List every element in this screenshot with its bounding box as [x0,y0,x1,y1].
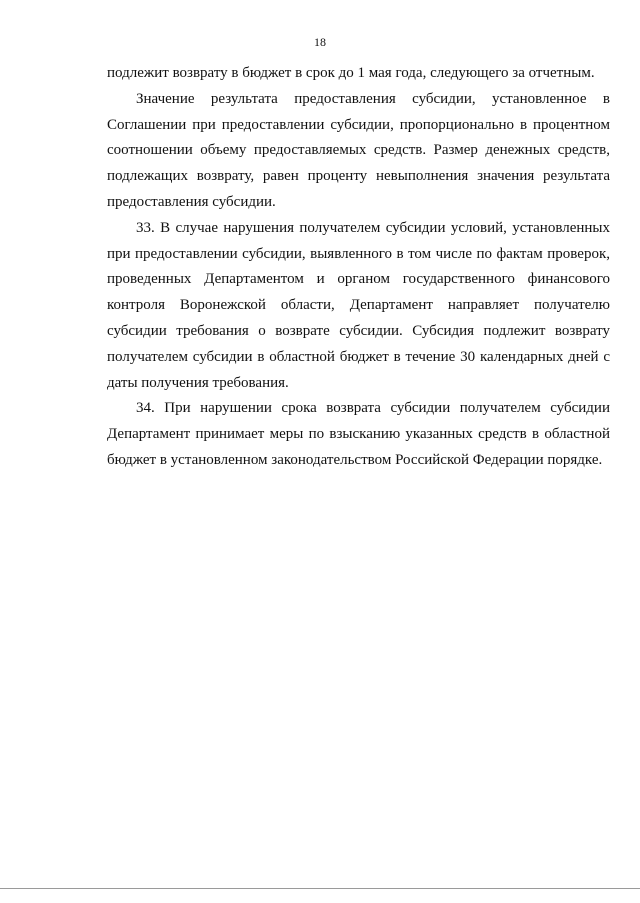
paragraph-result-value: Значение результата предоставления субсидии, установленное в Соглашении при предоставлении субсидии, пропорционально в процентном соотношении объему предоставляемых средств. Размер денежных средств, подлежащих возврату, равен проценту невыполнения значения результата предоставления субсидии. [107,90,610,210]
page-number: 18 [314,35,326,49]
page-bottom-divider [0,888,640,889]
document-body [107,61,610,474]
paragraph-33: 33. В случае нарушения получателем субсидии условий, установленных при предоставлении субсидии, выявленного в том числе по фактам проверок, проведенных Департаментом и органом государственного финансового контроля Воронежской области, Департамент направляет получателю субсидии требования о возврате субсидии. Субсидия подлежит возврату получателем субсидии в областной бюджет в течение 30 календарных дней с даты получения требования. [107,219,610,391]
paragraph-34: 34. При нарушении срока возврата субсидии получателем субсидии Департамент принимает меры по взысканию указанных средств в областной бюджет в установленном законодательством Российской Федерации порядке. [107,400,610,468]
paragraph-continuation: подлежит возврату в бюджет в срок до 1 мая года, следующего за отчетным. [107,65,595,81]
